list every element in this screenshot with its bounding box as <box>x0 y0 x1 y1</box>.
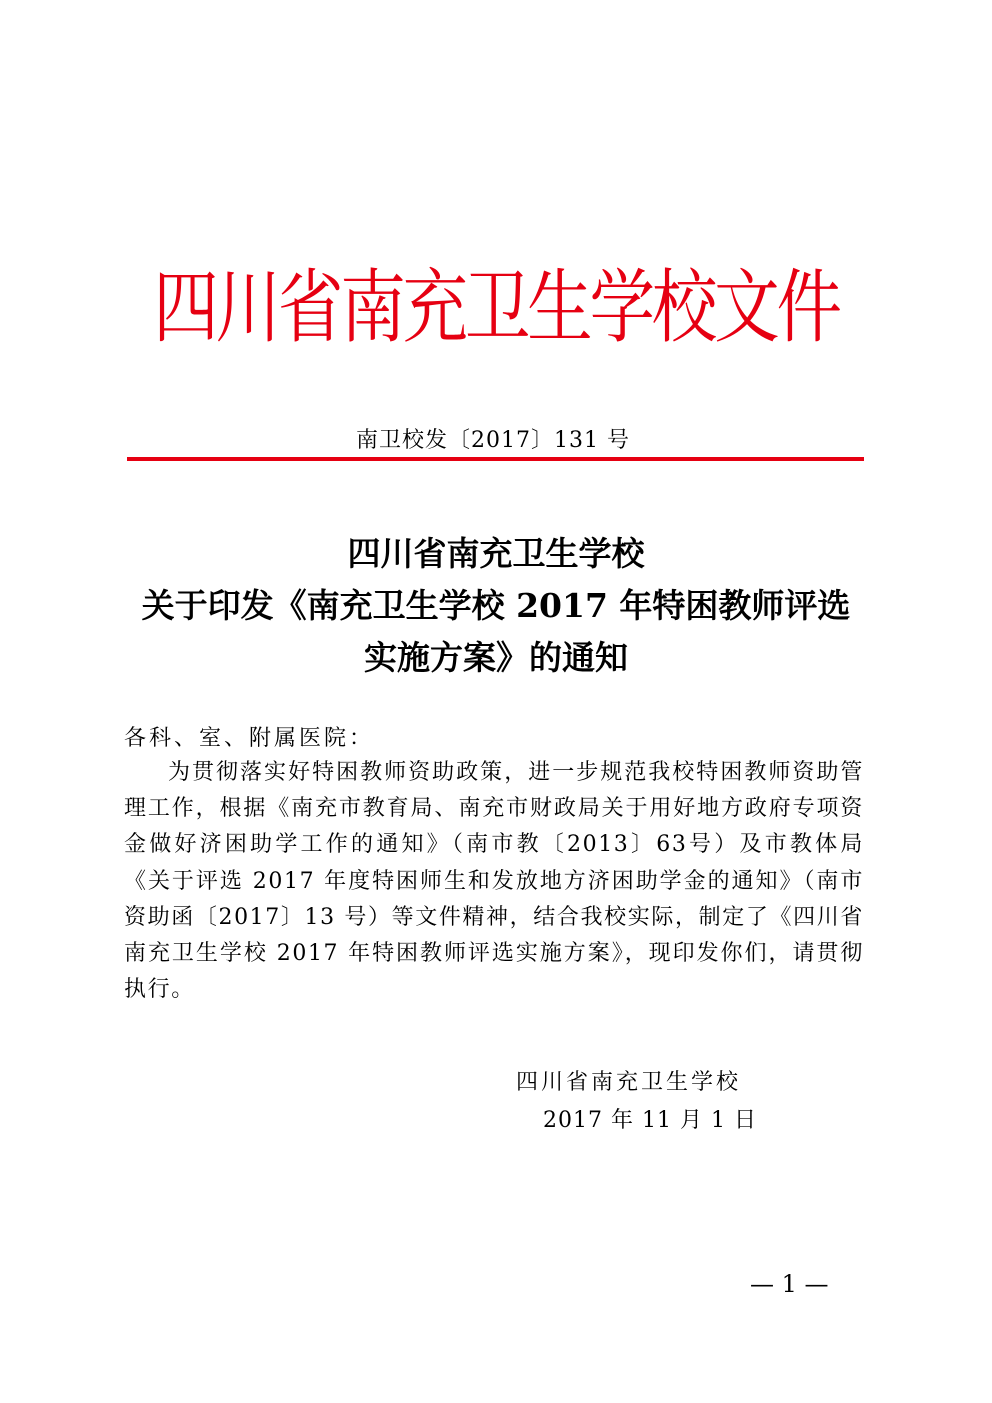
salutation: 各科、室、附属医院： <box>124 726 375 751</box>
issuer-header: 四川省南充卫生学校文件 <box>153 261 839 354</box>
title-line-1: 四川省南充卫生学校 <box>347 534 645 573</box>
red-divider-line <box>127 457 864 461</box>
body-paragraph: 为贯彻落实好特困教师资助政策，进一步规范我校特困教师资助管理工作，根据《南充市教育局、南充市财政局关于用好地方政府专项资金做好济困助学工作的通知》（南市教〔2013〕63号）及市教体局《关于评选 2017 年度特困师生和发放地方济困助学金的通知》（南市资助函〔2017〕13 号）等文件精神，结合我校实际，制定了《四川省南充卫生学校 2017 年特困教师评选实施方案》，现印发你们，请贯彻执行。 <box>124 760 864 1003</box>
title-line-3: 实施方案》的通知 <box>364 638 628 677</box>
signature-date: 2017 年 11 月 1 日 <box>543 1108 757 1133</box>
document-title <box>110 528 882 684</box>
document-number: 南卫校发〔2017〕131 号 <box>356 428 630 453</box>
page-number: — 1 — <box>750 1270 829 1298</box>
title-line-2: 关于印发《南充卫生学校 2017 年特困教师评选 <box>141 586 851 625</box>
signature-organization: 四川省南充卫生学校 <box>516 1070 742 1095</box>
